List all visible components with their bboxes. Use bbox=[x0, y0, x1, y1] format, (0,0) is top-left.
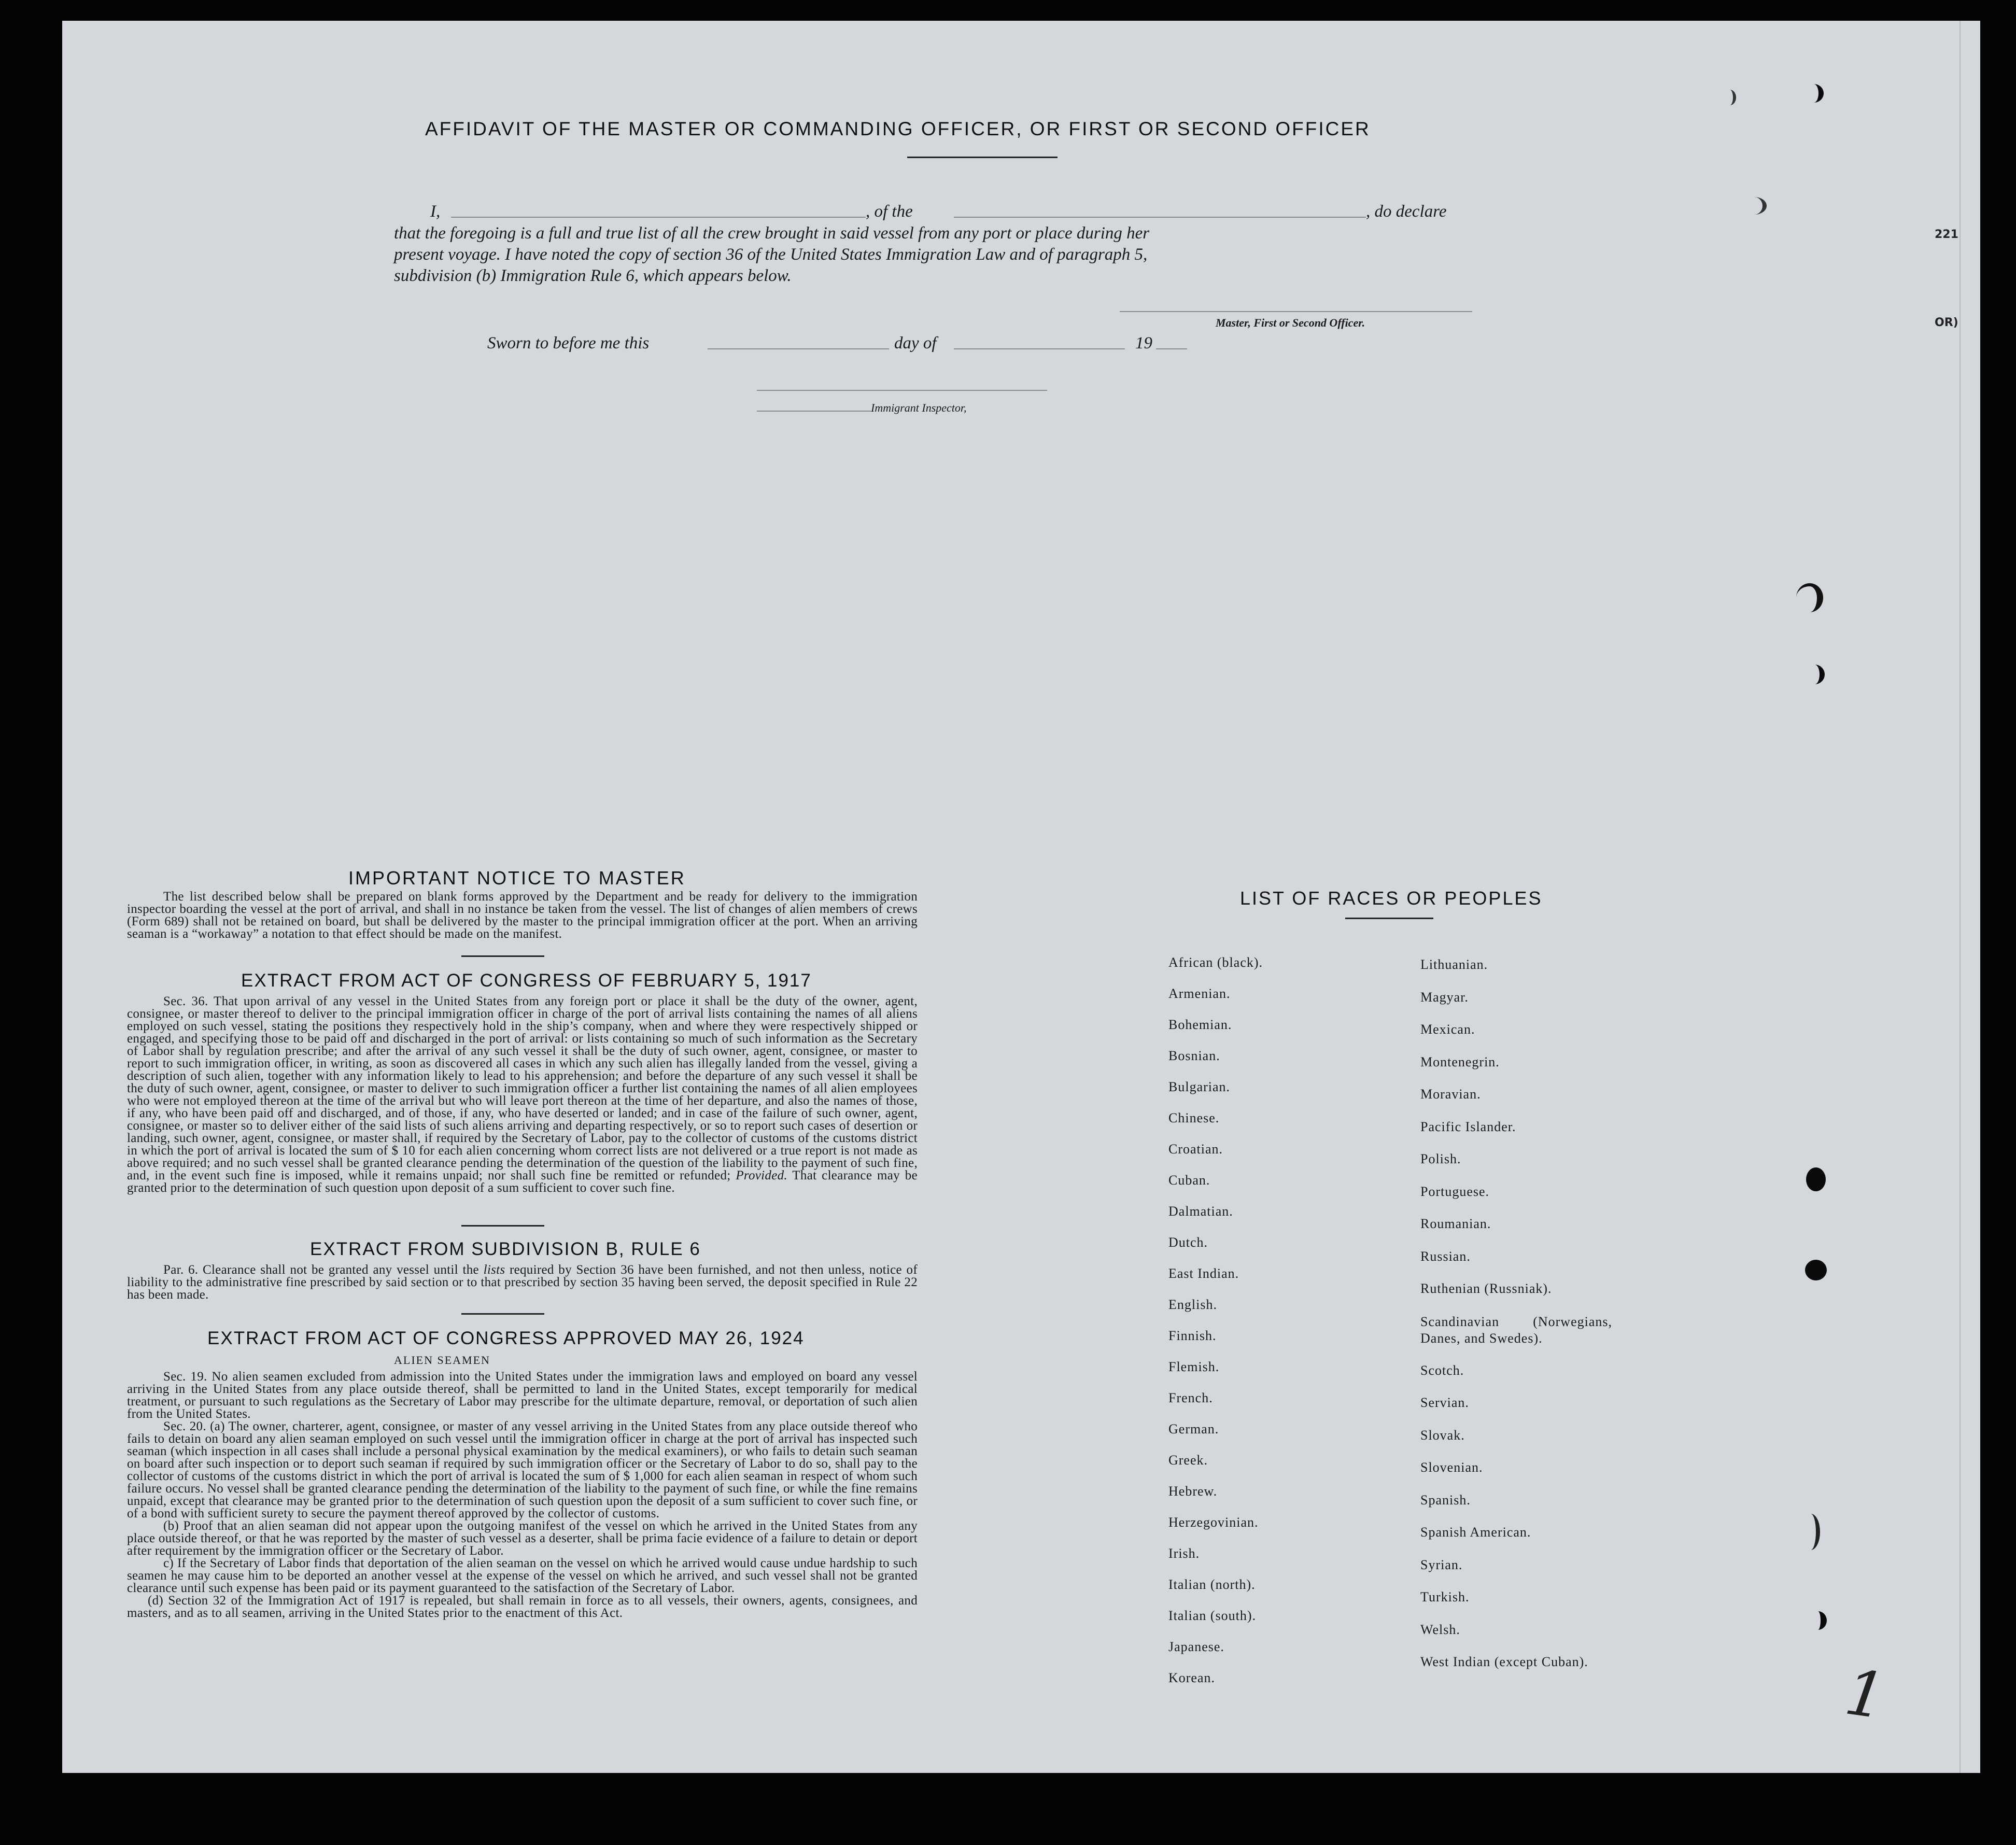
race-item: Moravian. bbox=[1420, 1087, 1481, 1102]
race-item: Servian. bbox=[1420, 1395, 1469, 1410]
race-item: Bohemian. bbox=[1168, 1017, 1232, 1032]
race-item: English. bbox=[1168, 1297, 1217, 1312]
race-item: Scandinavian (Norwegians, Danes, and Swedes). bbox=[1420, 1314, 1612, 1346]
race-item: Slovak. bbox=[1420, 1427, 1465, 1443]
extract-1917-text bbox=[127, 995, 918, 1194]
sec20b-text: (b) Proof that an alien seaman did not appear upon the outgoing manifest of the vessel on which he arrived in the United States from any place outside thereof, or that he was reported by the master of such vessel as a deserter, shall be prima facie evidence of a failure to detain or deport after requirement by the immigration officer or the Secretary of Labor. bbox=[127, 1519, 918, 1558]
race-item: Bosnian. bbox=[1168, 1048, 1220, 1063]
binder-hole bbox=[1806, 1167, 1826, 1191]
binder-hole bbox=[1804, 84, 1824, 103]
document-page bbox=[62, 21, 1980, 1773]
race-item: Lithuanian. bbox=[1420, 957, 1488, 972]
binder-hole bbox=[1742, 197, 1767, 215]
race-item: Syrian. bbox=[1420, 1557, 1463, 1572]
rule6-block bbox=[127, 1264, 918, 1301]
day-blank bbox=[708, 348, 889, 349]
margin-mark: OR) bbox=[1935, 316, 1958, 329]
race-item: East Indian. bbox=[1168, 1266, 1239, 1281]
race-item: Korean. bbox=[1168, 1670, 1216, 1685]
binder-hole bbox=[1809, 1611, 1827, 1630]
races-title: LIST OF RACES OR PEOPLES bbox=[1240, 888, 1543, 909]
affidavit-line1-declare: , do declare bbox=[1366, 202, 1447, 221]
day-of-text: day of bbox=[894, 334, 937, 353]
affidavit-line1-start: I, bbox=[430, 202, 441, 221]
title-rule bbox=[907, 157, 1058, 158]
race-item: Dutch. bbox=[1168, 1235, 1208, 1250]
affidavit-line1-of: , of the bbox=[866, 202, 913, 221]
races-rule bbox=[1345, 918, 1433, 919]
race-item: Flemish. bbox=[1168, 1359, 1220, 1374]
race-item: German. bbox=[1168, 1421, 1219, 1436]
inspector-signature-line bbox=[757, 390, 1047, 391]
affidavit-line3: present voyage. I have noted the copy of section 36 of the United States Immigration Law and of paragraph 5, bbox=[394, 245, 1148, 264]
binder-hole bbox=[1724, 90, 1736, 105]
race-item: Japanese. bbox=[1168, 1639, 1224, 1654]
race-item: Slovenian. bbox=[1420, 1460, 1483, 1475]
lists-word: lists bbox=[483, 1263, 505, 1277]
race-item: Dalmatian. bbox=[1168, 1204, 1233, 1219]
extract-1917-block bbox=[127, 995, 918, 1194]
race-item: Pacific Islander. bbox=[1420, 1119, 1516, 1134]
race-item: Ruthenian (Russniak). bbox=[1420, 1281, 1552, 1296]
provided-text: Provided. bbox=[736, 1168, 787, 1182]
race-item: Montenegrin. bbox=[1420, 1054, 1500, 1069]
race-item: Chinese. bbox=[1168, 1110, 1220, 1125]
extract-1917-title: EXTRACT FROM ACT OF CONGRESS OF FEBRUARY 5, 1917 bbox=[241, 970, 812, 991]
race-item: Greek. bbox=[1168, 1453, 1208, 1468]
race-item: Polish. bbox=[1420, 1151, 1461, 1166]
name-blank bbox=[451, 217, 866, 218]
race-item: Irish. bbox=[1168, 1546, 1200, 1561]
rule6-text bbox=[127, 1264, 918, 1301]
race-item: Spanish. bbox=[1420, 1492, 1471, 1508]
year-blank bbox=[1156, 348, 1187, 349]
extract-1924-title: EXTRACT FROM ACT OF CONGRESS APPROVED MAY 26, 1924 bbox=[207, 1328, 805, 1348]
race-item: Cuban. bbox=[1168, 1173, 1210, 1188]
race-item: West Indian (except Cuban). bbox=[1420, 1654, 1588, 1669]
race-item: Russian. bbox=[1420, 1248, 1471, 1264]
affidavit-line4: subdivision (b) Immigration Rule 6, which appears below. bbox=[394, 266, 792, 285]
section-36-clearance-text: That clearance may be granted prior to the determination of such question upon deposit of a sum sufficient to cover such fine. bbox=[127, 1168, 918, 1195]
race-item: Welsh. bbox=[1420, 1622, 1460, 1637]
race-item: African (black). bbox=[1168, 955, 1263, 970]
race-item: Herzegovinian. bbox=[1168, 1515, 1259, 1530]
race-item: Bulgarian. bbox=[1168, 1079, 1231, 1094]
notice-title: IMPORTANT NOTICE TO MASTER bbox=[348, 867, 686, 889]
affidavit-line2: that the foregoing is a full and true list of all the crew brought in said vessel from any port or place during her bbox=[394, 224, 1150, 243]
race-item: Italian (south). bbox=[1168, 1608, 1257, 1623]
par6-text-end: required by Section 36 have been furnished, and not then unless, notice of liability to the administrative fine prescribed by said section or to that prescribed by section 35 having been served, the deposit specified in Rule 22 has been made. bbox=[127, 1263, 918, 1302]
master-signature-line bbox=[1120, 311, 1472, 312]
par6-text-start: Par. 6. Clearance shall not be granted any vessel until the bbox=[163, 1263, 479, 1277]
month-blank bbox=[954, 348, 1125, 349]
binder-hole bbox=[1805, 1260, 1827, 1280]
sec20d-text: (d) Section 32 of the Immigration Act of 1917 is repealed, but shall remain in force as to all vessels, their owners, agents, consignees, and masters, and as to all seamen, arriving in the United States prior to the enactment of this Act. bbox=[127, 1594, 918, 1620]
race-item: Italian (north). bbox=[1168, 1577, 1256, 1592]
race-item: Scotch. bbox=[1420, 1362, 1464, 1378]
master-label: Master, First or Second Officer. bbox=[1216, 316, 1365, 329]
race-item: Roumanian. bbox=[1420, 1216, 1491, 1231]
race-item: Turkish. bbox=[1420, 1589, 1470, 1604]
sec20a-text: Sec. 20. (a) The owner, charterer, agent, consignee, or master of any vessel arriving in the United States from any place outside thereof who fails to detain on board any alien seaman employed on such vessel until the immigration officer in charge at the port of arrival has inspected such seaman (which inspection in all cases shall include a personal physical examination by the medical examiners), or who fails to detain such seaman on board after such inspection or to deport such seaman if required by such immigration officer or the Secretary of Labor to do so, shall pay to the collector of customs of the customs district in which the port of arrival is located the sum of $ 1,000 for each alien seaman in respect of whom such failure occurs. No vessel shall be granted clearance pending the determination of the liability to the payment of such fine, or while the fine remains unpaid, except that clearance may be granted prior to the determination of such question upon the deposit of a sum sufficient to cover such fine, or of a bond with sufficient surety to secure the payment thereof approved by the collector of customs. bbox=[127, 1419, 918, 1520]
handwritten-mark: 1 bbox=[1840, 1656, 1890, 1734]
binder-hole bbox=[1801, 1514, 1820, 1550]
section-36-text: Sec. 36. That upon arrival of any vessel in the United States from any foreign port or place it shall be the duty of the owner, agent, consignee, or master thereof to deliver to the principal immigration officer in charge of the port of arrival lists containing the names of all aliens employed on such vessel, stating the positions they respectively hold in the ship’s company, when and where they were respectively shipped or engaged, and specifying those to be paid off and discharged in the port of arrival: or lists containing so much of such information as the Secretary of Labor shall by regulation prescribe; and after the arrival of any such vessel it shall be the duty of such owner, agent, consignee, or master to report to such immigration officer, in writing, as soon as discovered all cases in which any such alien has illegally landed from the vessel, giving a description of such alien, together with any information likely to lead to his apprehension; and before the departure of any such vessel it shall be the duty of such owner, agent, consignee, or master to deliver to such immigration officer a further list containing the names of all alien employees who were not employed thereon at the time of the arrival but who will leave port thereon at the time of her departure, and also the names of those, if any, who have been paid off and discharged, and of those, if any, who have deserted or landed; and in case of the failure of such owner, agent, consignee, or master so to deliver either of the said lists of such aliens arriving and departing respectively, or so to report such cases of desertion or landing, such owner, agent, consignee, or master shall, if required by the Secretary of Labor, pay to the collector of customs of the customs district in which the port of arrival is located the sum of $ 10 for each alien concerning whom correct lists are not delivered or a true report is not made as above required; and no such vessel shall be granted clearance pending the determination of the question of the liability to the payment of such fine, and, in the event such fine is imposed, while it remains unpaid; nor shall such fine be remitted or refunded; bbox=[127, 994, 918, 1182]
affidavit-title: AFFIDAVIT OF THE MASTER OR COMMANDING OFFICER, OR FIRST OR SECOND OFFICER bbox=[425, 118, 1371, 139]
alien-seamen-subtitle: ALIEN SEAMEN bbox=[394, 1354, 490, 1367]
inspector-name-blank bbox=[757, 411, 871, 412]
race-item: Portuguese. bbox=[1420, 1184, 1490, 1199]
binder-hole bbox=[1805, 665, 1825, 684]
sec20c-text: c) If the Secretary of Labor finds that deportation of the alien seaman on the vessel on which he arrived would cause undue hardship to such seamen he may cause him to be deported an another vessel at the expense of the vessel on which he arrived, and such vessel shall not be granted clearance until such expense has been paid or its payment guaranteed to the satisfaction of the Secretary of Labor. bbox=[127, 1556, 918, 1595]
race-item: Finnish. bbox=[1168, 1328, 1217, 1343]
inspector-label: Immigrant Inspector, bbox=[871, 401, 967, 414]
race-item: Mexican. bbox=[1420, 1022, 1475, 1037]
notice-text: The list described below shall be prepared on blank forms approved by the Department and be ready for delivery to the immigration inspector boarding the vessel at the port of arrival, and shall in no instance be taken from the vessel. The list of changes of alien members of crews (Form 689) shall not be retained on board, but shall be delivered by the master to the principal immigration officer at the port. When an arriving seaman is a “workaway” a notation to that effect should be made on the manifest. bbox=[127, 890, 918, 941]
extract-1917-rule bbox=[461, 1225, 544, 1227]
page-edge-line bbox=[1959, 21, 1961, 1773]
rule6-rule bbox=[461, 1313, 544, 1315]
sworn-text: Sworn to before me this bbox=[487, 334, 650, 353]
race-item: Armenian. bbox=[1168, 986, 1231, 1001]
race-item: Spanish American. bbox=[1420, 1525, 1531, 1540]
year-text: 19 bbox=[1135, 334, 1152, 353]
extract-1924-block bbox=[127, 1371, 918, 1619]
rule6-title: EXTRACT FROM SUBDIVISION B, RULE 6 bbox=[310, 1239, 701, 1259]
sec19-text: Sec. 19. No alien seamen excluded from admission into the United States under the immigration laws and employed on board any vessel arriving in the United States from any place outside thereof, shall be permitted to land in the United States, except temporarily for medical treatment, or pursuant to such regulations as the Secretary of Labor may prescribe for the ultimate departure, removal, or deportation of such alien from the United States. bbox=[127, 1370, 918, 1421]
notice-rule bbox=[461, 955, 544, 957]
binder-hole bbox=[1796, 583, 1823, 612]
race-item: Hebrew. bbox=[1168, 1484, 1218, 1499]
race-item: French. bbox=[1168, 1390, 1213, 1405]
notice-block bbox=[127, 891, 918, 940]
race-item: Croatian. bbox=[1168, 1142, 1223, 1157]
race-item: Magyar. bbox=[1420, 989, 1469, 1005]
vessel-blank bbox=[954, 217, 1366, 218]
margin-mark: 221 bbox=[1935, 228, 1958, 241]
